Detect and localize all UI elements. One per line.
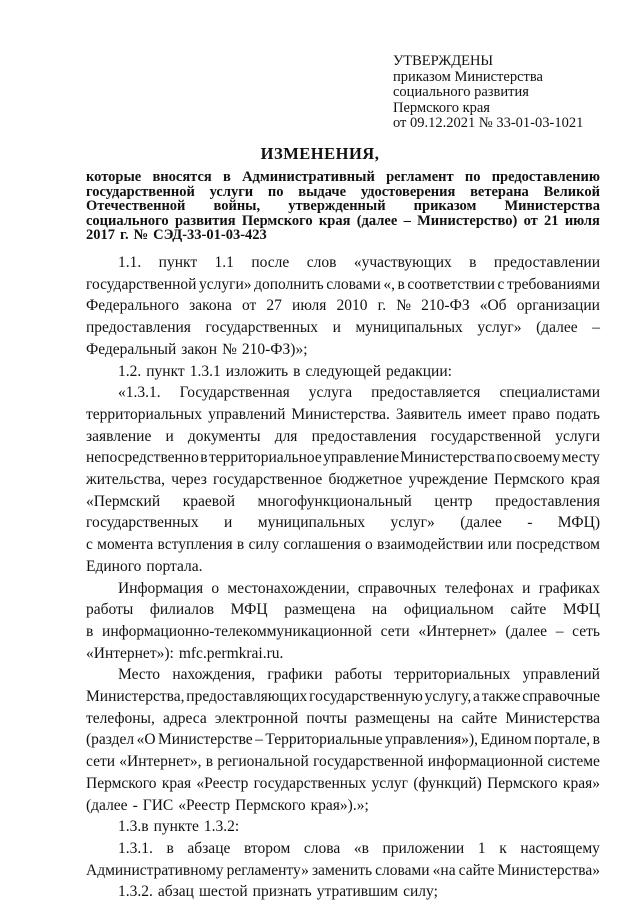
word: государственную	[309, 688, 423, 706]
word: края»).»;	[310, 796, 369, 814]
word: «Интернет»):	[86, 644, 174, 662]
word: силу	[248, 536, 280, 554]
word: «в	[353, 839, 369, 857]
word: Министерства,	[86, 688, 185, 706]
word: территориальных	[86, 405, 203, 423]
word: втором	[243, 839, 291, 857]
word: Административный	[242, 169, 375, 185]
word: заявление	[86, 427, 152, 445]
body-line	[86, 274, 600, 296]
body-line	[86, 773, 600, 795]
body-line	[86, 643, 600, 665]
subtitle-line	[86, 199, 600, 214]
word: «Реестр	[196, 774, 249, 792]
word: для	[274, 427, 298, 445]
word: «участвующих	[353, 254, 452, 271]
word: абзац	[157, 883, 194, 901]
word: управлений	[208, 405, 286, 423]
word: силу;	[403, 883, 438, 901]
word: по	[496, 449, 513, 467]
word: Государственная	[179, 384, 290, 402]
word: имеет	[467, 405, 507, 423]
word: через	[171, 471, 207, 489]
word: МФЦ)	[557, 514, 600, 532]
word: муниципальных	[355, 319, 463, 337]
word: Великой	[543, 183, 600, 200]
word: 1.1.	[118, 254, 142, 271]
body-line	[86, 795, 600, 817]
word: Пермского	[86, 774, 157, 792]
word: сайте	[510, 601, 547, 619]
subtitle-line	[86, 228, 600, 243]
word: в	[592, 731, 600, 749]
word: государственной	[86, 275, 197, 293]
word: от	[241, 297, 257, 315]
body-line	[86, 339, 600, 361]
word: 1.3.2.	[118, 883, 153, 901]
word: также	[481, 688, 521, 706]
word: июля	[292, 297, 327, 315]
approval-line: от 09.12.2021 № 33-01-03-1021	[393, 115, 584, 131]
word: утратившим	[316, 883, 399, 901]
body-line	[86, 361, 600, 383]
word: ветерана	[470, 183, 529, 200]
word: 2017	[86, 227, 115, 243]
word: регламенту»	[226, 861, 309, 879]
word: г.	[120, 227, 129, 243]
word: информационно-телекоммуникационной	[102, 622, 372, 640]
word: справочные	[522, 688, 600, 706]
word: «Реестр	[178, 796, 231, 814]
word: в	[86, 622, 94, 640]
word: требованиями	[506, 275, 600, 293]
body-line	[86, 751, 600, 773]
word: о	[365, 536, 373, 554]
word: пункт	[158, 254, 198, 271]
word: №	[133, 227, 149, 243]
word: Едином	[480, 731, 532, 749]
word: признать	[252, 883, 312, 901]
word: нахождения,	[172, 666, 256, 684]
word: в	[205, 753, 214, 771]
word: государственное	[213, 471, 323, 489]
word: и	[332, 319, 341, 337]
word: размещена	[284, 601, 356, 619]
word: 1.2.	[118, 362, 142, 380]
word: работы	[334, 666, 383, 684]
body-line	[86, 664, 600, 686]
body-line	[86, 426, 600, 448]
word: предоставлению	[491, 169, 600, 185]
word: «Интернет»,	[119, 753, 202, 771]
body-line	[86, 447, 600, 469]
word: услуги»	[199, 275, 252, 293]
word: предоставления	[311, 427, 417, 445]
body-line	[86, 838, 600, 860]
approval-block	[393, 54, 633, 132]
word: государственных	[253, 774, 367, 792]
body-line	[86, 491, 600, 513]
word: словами	[375, 861, 430, 879]
word: государственных	[205, 319, 319, 337]
word: сети	[86, 753, 116, 771]
word: «Об	[479, 297, 507, 315]
word: информационной	[427, 753, 544, 771]
word: 1.3.2:	[203, 818, 240, 836]
word: документы	[187, 427, 261, 445]
word: электронной	[214, 709, 299, 727]
body-line	[86, 729, 600, 751]
word: после	[251, 254, 290, 271]
word: в	[223, 169, 231, 185]
word: 21	[544, 212, 559, 229]
word: центр	[434, 492, 473, 510]
word: Министерства.	[291, 405, 390, 423]
approval-line: социального развития	[393, 84, 529, 100]
word: ГИС	[142, 796, 174, 814]
word: графиках	[538, 579, 600, 597]
word: Федерального	[86, 297, 180, 315]
subtitle-line	[86, 170, 600, 185]
word: по	[267, 183, 284, 200]
word: 2010	[336, 297, 368, 315]
body-line	[86, 599, 600, 621]
word: телефонах	[444, 579, 514, 597]
word: №	[396, 297, 412, 315]
word: Информация	[118, 579, 204, 597]
word: Министерства	[504, 198, 600, 214]
word: на	[438, 709, 454, 727]
word: предоставляющих	[186, 688, 308, 706]
word: работы	[86, 601, 134, 619]
word: услуг	[371, 774, 409, 792]
word: МФЦ	[562, 601, 600, 619]
word: утвержденный	[288, 198, 386, 214]
word: 27	[266, 297, 282, 315]
word: портала.	[146, 557, 203, 575]
word: которые	[86, 169, 142, 185]
word: в	[293, 362, 301, 380]
word: Пермского	[487, 774, 558, 792]
word: развития	[174, 212, 236, 229]
word: и	[522, 579, 531, 597]
word: «,	[383, 275, 395, 293]
word: г.	[377, 297, 387, 315]
word: пункте	[153, 818, 199, 836]
document-body	[86, 252, 600, 903]
word: вступления	[157, 536, 233, 554]
word: в	[236, 536, 245, 554]
word: социального	[86, 212, 169, 229]
word: выдаче	[298, 183, 347, 200]
word: сайте	[458, 861, 495, 879]
body-line	[86, 512, 600, 534]
word: шестой	[198, 883, 248, 901]
word: краевой	[182, 492, 235, 510]
word: Федеральный	[86, 340, 177, 358]
word: муниципальных	[257, 514, 366, 532]
word: края	[318, 212, 351, 229]
word: 210-ФЗ	[421, 297, 470, 315]
word: июля	[564, 212, 600, 229]
word: сеть	[572, 622, 600, 640]
word: вносятся	[152, 169, 212, 185]
word: №	[222, 340, 237, 358]
word: сайте	[461, 709, 498, 727]
word: в	[469, 254, 477, 271]
word: о	[211, 579, 220, 597]
word: удостоверения	[360, 183, 456, 200]
word: 1.1	[214, 254, 234, 271]
word: размещены	[355, 709, 430, 727]
word: от	[523, 212, 538, 229]
word: заменить	[311, 861, 373, 879]
word: регламент	[386, 169, 454, 185]
word: предоставления	[86, 319, 191, 337]
word: услуг»	[390, 514, 435, 532]
document-title: ИЗМЕНЕНИЯ,	[260, 144, 380, 163]
word: Место	[118, 666, 161, 684]
word: системе	[547, 753, 600, 771]
word: с	[497, 275, 505, 293]
word: право	[512, 405, 551, 423]
body-line	[86, 578, 600, 600]
word: mfc.permkrai.ru.	[178, 644, 284, 662]
word: почты	[306, 709, 348, 727]
word: МФЦ	[230, 601, 268, 619]
word: –	[255, 731, 263, 749]
word: предоставляется	[371, 384, 481, 402]
word: СЭД-33-01-03-423	[153, 227, 267, 243]
word: -	[527, 514, 533, 532]
body-line	[86, 686, 600, 708]
body-line	[86, 556, 600, 578]
word: пункт	[146, 362, 185, 380]
word: услуги	[555, 427, 600, 445]
word: 1.3.1	[189, 362, 221, 380]
body-line	[86, 404, 600, 426]
word: справочных	[357, 579, 437, 597]
word: учреждение	[408, 471, 488, 489]
body-line	[86, 317, 600, 339]
body-line	[86, 252, 600, 274]
word: услуг»	[477, 319, 522, 337]
word: и	[165, 427, 174, 445]
word: предоставления	[495, 492, 600, 510]
subtitle-line	[86, 214, 600, 229]
word: адреса	[162, 709, 207, 727]
word: графики	[267, 666, 323, 684]
word: «Интернет»	[418, 622, 497, 640]
word: подать	[556, 405, 600, 423]
word: момента	[97, 536, 154, 554]
word: государственной	[430, 427, 542, 445]
document-subtitle	[86, 170, 600, 243]
word: (далее	[86, 796, 128, 814]
word: изложить	[225, 362, 289, 380]
word: Административному	[86, 861, 224, 879]
subtitle-line	[86, 185, 600, 200]
word: официальном	[403, 601, 494, 619]
word: предоставлении	[493, 254, 600, 271]
word: филиалов	[149, 601, 215, 619]
body-line	[86, 816, 600, 838]
word: слова	[303, 839, 341, 857]
word: (функций)	[413, 774, 482, 792]
word: Министерство)	[417, 212, 518, 229]
word: «1.3.1.	[118, 384, 161, 402]
word: края	[161, 774, 192, 792]
word: бюджетное	[328, 471, 403, 489]
word: 1.3.в	[118, 818, 149, 836]
word: -	[132, 796, 138, 814]
word: приложении	[382, 839, 465, 857]
word: к	[499, 839, 507, 857]
word: соглашения	[283, 536, 361, 554]
word: Отечественной	[86, 198, 186, 214]
word: непосредственно	[86, 449, 199, 467]
body-line	[86, 708, 600, 730]
body-line	[86, 860, 600, 882]
word: края»	[562, 774, 600, 792]
word: территориальное	[208, 449, 322, 467]
word: управлений	[522, 666, 600, 684]
word: управление	[323, 449, 399, 467]
word: Министерства	[505, 709, 600, 727]
word: (далее	[536, 319, 578, 337]
word: в	[166, 839, 174, 857]
body-line	[86, 534, 600, 556]
word: в	[200, 449, 208, 467]
body-line	[86, 881, 600, 903]
word: с	[86, 536, 93, 554]
word: многофункциональный	[257, 492, 412, 510]
word: телефоны,	[86, 709, 155, 727]
word: государственной	[86, 183, 195, 200]
body-line	[86, 621, 600, 643]
word: организации	[516, 297, 600, 315]
word: абзаце	[187, 839, 231, 857]
word: жительства,	[86, 471, 165, 489]
word: управления»),	[385, 731, 478, 749]
word: (далее	[505, 622, 547, 640]
approval-line: Пермского края	[393, 99, 490, 116]
word: или	[487, 536, 512, 554]
word: и	[224, 514, 233, 532]
word: государственных	[86, 514, 199, 532]
word: территориальных	[394, 666, 511, 684]
word: Министерства	[400, 449, 495, 467]
word: 1	[477, 839, 486, 857]
word: Заявитель	[395, 405, 462, 423]
word: по	[464, 169, 481, 185]
word: слов	[306, 254, 337, 271]
word: Пермского	[493, 471, 565, 489]
word: –	[555, 622, 564, 640]
word: следующей	[305, 362, 382, 380]
body-line	[86, 469, 600, 491]
body-line	[86, 382, 600, 404]
word: (раздел	[86, 731, 135, 749]
word: Пермского	[241, 212, 313, 229]
word: местонахождении,	[227, 579, 350, 597]
word: Территориальные	[265, 731, 383, 749]
word: в	[397, 275, 405, 293]
word: 1.3.1.	[118, 839, 153, 857]
word: войны,	[213, 198, 261, 214]
word: края	[570, 471, 600, 489]
approval-line: УТВЕРЖДЕНЫ	[393, 53, 494, 69]
word: на	[372, 601, 388, 619]
word: «О	[136, 731, 156, 749]
word: закона	[189, 297, 232, 315]
word: портале,	[534, 731, 591, 749]
word: редакции:	[386, 362, 452, 380]
word: «Пермский	[86, 492, 161, 510]
word: Единого	[86, 557, 142, 575]
word: месту	[561, 449, 600, 467]
word: Министерстве	[157, 731, 253, 749]
word: (далее	[356, 212, 398, 229]
word: словами	[326, 275, 381, 293]
word: настоящему	[520, 839, 600, 857]
approval-line: приказом Министерства	[393, 68, 543, 85]
word: государственной	[313, 753, 424, 771]
word: сети	[380, 622, 410, 640]
word: своему	[513, 449, 561, 467]
word: услугу,	[424, 688, 472, 706]
word: (далее	[460, 514, 502, 532]
word: приказом	[413, 198, 477, 214]
word: 210-ФЗ)»;	[241, 340, 308, 358]
word: а	[473, 688, 480, 706]
word: услуга	[308, 384, 353, 402]
word: специалистами	[499, 384, 600, 402]
word: –	[592, 319, 600, 337]
word: «на	[432, 861, 456, 879]
word: услуги	[209, 183, 254, 200]
word: Министерства»	[497, 861, 600, 879]
word: соответствии	[407, 275, 495, 293]
word: региональной	[217, 753, 309, 771]
word: Пермского	[235, 796, 306, 814]
word: дополнить	[254, 275, 324, 293]
word: посредством	[516, 536, 600, 554]
word: закон	[181, 340, 218, 358]
word: взаимодействии	[377, 536, 484, 554]
body-line	[86, 295, 600, 317]
word: –	[403, 212, 411, 229]
